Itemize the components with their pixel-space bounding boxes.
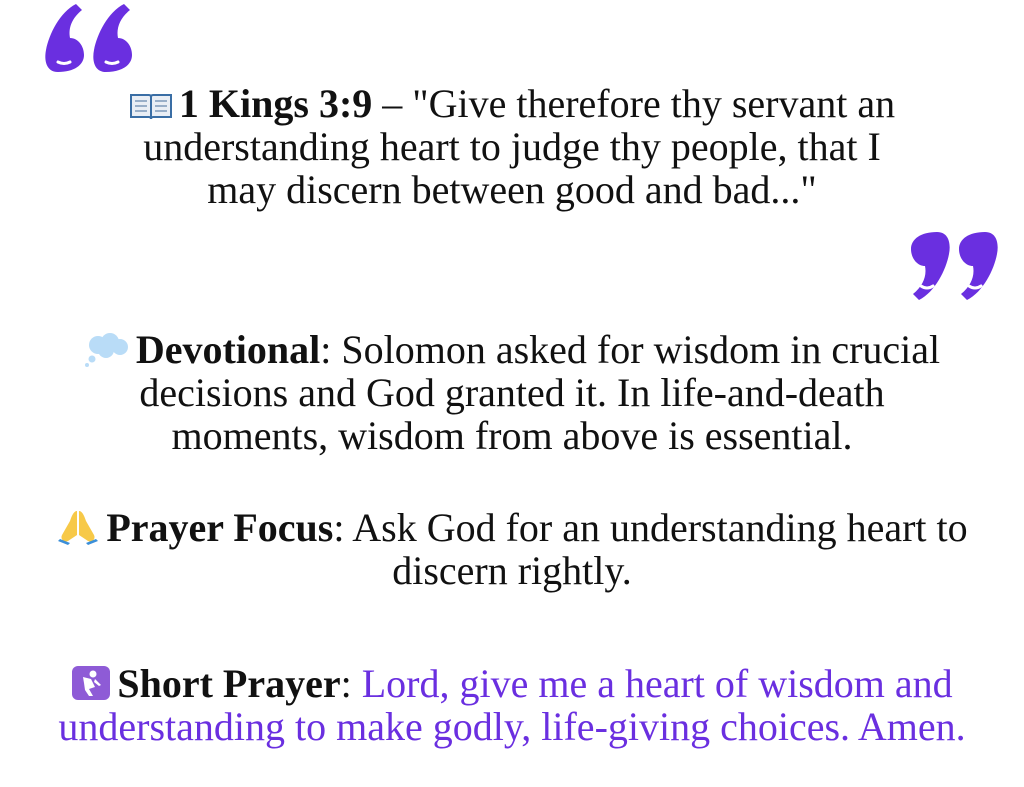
prayer-focus-label: Prayer Focus (106, 505, 334, 550)
devotional-text-line-3: moments, wisdom from above is essential. (171, 413, 853, 458)
thought-bubble-icon (84, 333, 130, 367)
devotional-block (0, 328, 1024, 457)
prayer-focus-text-line-1: Ask God for an understanding heart to (344, 505, 968, 550)
prayer-focus-block (0, 506, 1024, 592)
open-book-icon (129, 91, 173, 121)
devotional-label: Devotional (135, 327, 321, 372)
short-prayer-line-1 (0, 662, 1024, 705)
devotional-line-1 (0, 328, 1024, 371)
short-prayer-text-line-2: understanding to make godly, life-giving choices. Amen. (58, 704, 966, 749)
place-of-worship-icon (71, 665, 111, 701)
short-prayer-block (0, 662, 1024, 748)
opening-quote-icon (44, 0, 144, 80)
verse-block (0, 82, 1024, 211)
prayer-focus-colon: : (333, 505, 345, 550)
verse-text-line-1: "Give therefore thy servant an (412, 81, 896, 126)
prayer-focus-text-line-2: discern rightly. (392, 548, 632, 593)
short-prayer-colon: : (340, 661, 352, 706)
short-prayer-label: Short Prayer (117, 661, 341, 706)
verse-text-line-2: understanding heart to judge thy people, that I (143, 124, 881, 169)
devotional-text-line-1: Solomon asked for wisdom in crucial (331, 327, 941, 372)
verse-dash: – (372, 81, 413, 126)
devotional-text-line-2: decisions and God granted it. In life-and-death (139, 370, 885, 415)
praying-hands-icon (56, 509, 100, 545)
short-prayer-text-line-1: Lord, give me a heart of wisdom and (351, 661, 953, 706)
verse-text-line-3: may discern between good and bad..." (207, 167, 817, 212)
verse-line-1 (0, 82, 1024, 125)
prayer-focus-line-1 (0, 506, 1024, 549)
closing-quote-icon (905, 224, 1005, 304)
devotional-colon: : (320, 327, 332, 372)
verse-reference: 1 Kings 3:9 (178, 81, 373, 126)
